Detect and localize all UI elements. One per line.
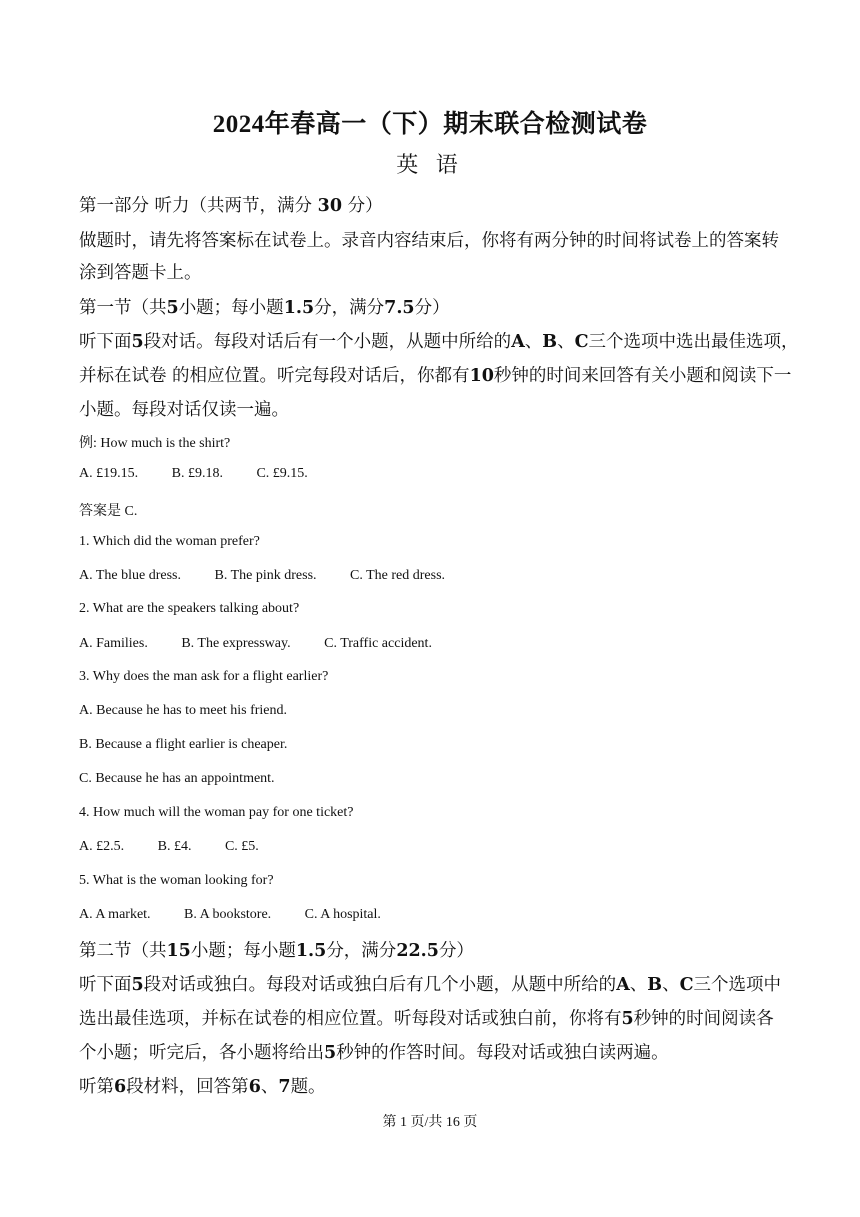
example-options — [79, 466, 308, 482]
part1-intro-line1: 做题时，请先将答案标在试卷上。录音内容结束后，你将有两分钟的时间将试卷上的答案转 — [79, 231, 779, 251]
option-b: B. A bookstore. — [184, 907, 272, 922]
option-c: C. Traffic accident. — [324, 636, 432, 651]
option-c: C. The red dress. — [350, 568, 446, 583]
question-3-option-a: A. Because he has to meet his friend. — [79, 703, 287, 718]
subject-title: 英 语 — [396, 152, 464, 177]
example-question: 例: How much is the shirt? — [79, 436, 231, 451]
question-2-options — [79, 636, 432, 652]
page-title: 2024年春高一（下）期末联合检测试卷 — [212, 111, 648, 138]
question-5: 5. What is the woman looking for? — [79, 873, 274, 888]
section1-heading: 第一节（共5小题；每小题1.5分，满分7.5分） — [79, 298, 450, 318]
option-c: C. £9.15. — [256, 466, 308, 481]
option-c: C. £5. — [224, 839, 259, 854]
option-b: B. The pink dress. — [214, 568, 317, 583]
section2-material-line: 听第6段材料，回答第6、7题。 — [79, 1077, 326, 1097]
question-1: 1. Which did the woman prefer? — [79, 534, 260, 549]
section2-instructions-line3: 个小题；听完后，各小题将给出5秒钟的作答时间。每段对话或独白读两遍。 — [79, 1043, 669, 1063]
option-b: B. £4. — [157, 839, 192, 854]
example-answer: 答案是 C. — [79, 504, 138, 519]
option-a: A. £19.15. — [79, 466, 139, 481]
question-3-option-b: B. Because a flight earlier is cheaper. — [79, 737, 288, 752]
question-3-option-c: C. Because he has an appointment. — [79, 771, 275, 786]
section2-heading: 第二节（共15小题；每小题1.5分，满分22.5分） — [79, 941, 474, 961]
question-4: 4. How much will the woman pay for one ticket? — [79, 805, 354, 820]
question-2: 2. What are the speakers talking about? — [79, 601, 300, 616]
question-1-options — [79, 568, 445, 584]
question-3: 3. Why does the man ask for a flight earlier? — [79, 669, 329, 684]
option-c: C. A hospital. — [304, 907, 381, 922]
option-b: B. The expressway. — [181, 636, 291, 651]
option-a: A. The blue dress. — [79, 568, 181, 583]
option-a: A. Families. — [79, 636, 148, 651]
page-number: 第 1 页/共 16 页 — [382, 1115, 478, 1130]
part1-heading: 第一部分 听力（共两节，满分 30 分） — [79, 196, 383, 216]
section2-instructions-line2: 选出最佳选项，并标在试卷的相应位置。听每段对话或独白前，你将有5秒钟的时间阅读各 — [79, 1009, 774, 1029]
section1-instructions-line2: 并标在试卷 的相应位置。听完每段对话后，你都有10秒钟的时间来回答有关小题和阅读下一 — [79, 366, 792, 386]
part1-intro-line2: 涂到答题卡上。 — [79, 263, 202, 283]
section2-instructions-line1: 听下面5段对话或独白。每段对话或独白后有几个小题，从题中所给的A、B、C三个选项中 — [79, 975, 781, 995]
section1-instructions-line1: 听下面5段对话。每段对话后有一个小题，从题中所给的A、B、C三个选项中选出最佳选项， — [79, 332, 799, 352]
option-b: B. £9.18. — [171, 466, 223, 481]
question-4-options — [79, 839, 259, 855]
option-a: A. A market. — [79, 907, 151, 922]
section1-instructions-line3: 小题。每段对话仅读一遍。 — [79, 400, 289, 420]
option-a: A. £2.5. — [79, 839, 125, 854]
question-5-options — [79, 907, 381, 923]
